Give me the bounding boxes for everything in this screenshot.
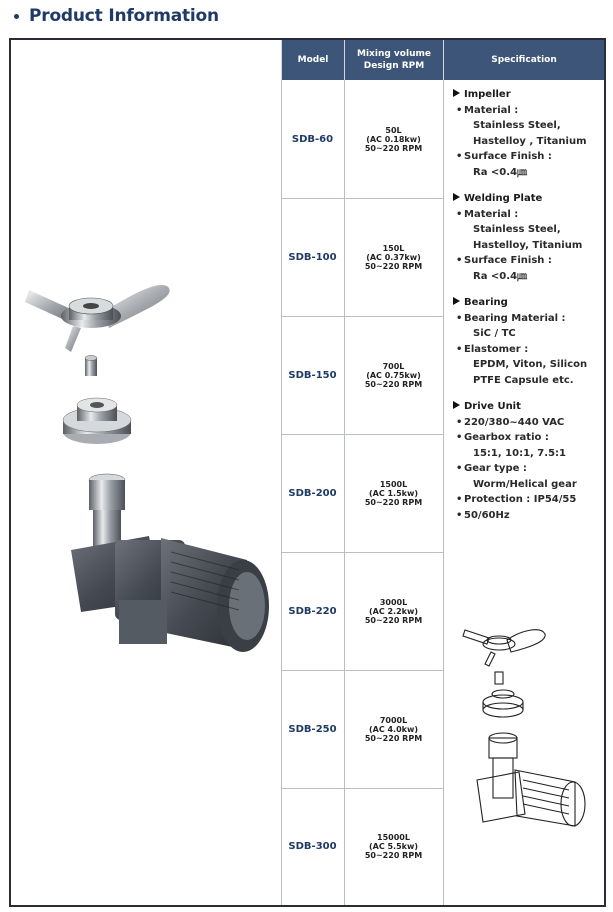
shaft-and-motor-part: [71, 474, 269, 652]
spec-impeller: [453, 87, 603, 180]
volume-text: 3000L: [379, 597, 408, 607]
power-text: (AC 0.18kw): [366, 134, 421, 144]
spec-bearing: [453, 295, 603, 388]
model-cell: SDB-250: [288, 723, 337, 735]
mixer-exploded-illustration: [11, 40, 281, 905]
spec-value: Worm/Helical gear: [473, 478, 577, 490]
spec-item: • Material :: [453, 207, 603, 223]
table-header: [281, 40, 604, 80]
spec-item: • Bearing Material :: [453, 311, 603, 327]
spec-item: • 220/380~440 VAC: [453, 415, 603, 431]
header-mixing-line2: Design RPM: [363, 61, 425, 71]
model-cell: SDB-150: [288, 369, 337, 381]
heading-text: Product Information: [29, 6, 219, 26]
spec-item: • Surface Finish :: [453, 253, 603, 269]
spec-value: SiC / TC: [473, 328, 516, 339]
product-table: [281, 40, 604, 905]
header-model: Model: [281, 40, 344, 80]
spec-title: Welding Plate: [464, 193, 543, 204]
divider: [443, 80, 444, 905]
spec-item: • Material :: [453, 103, 603, 119]
impeller-part: [25, 285, 170, 352]
triangle-right-icon: [453, 193, 460, 201]
product-frame: [9, 38, 606, 907]
spec-item: • Surface Finish :: [453, 149, 603, 165]
spec-title: Impeller: [464, 89, 511, 100]
spec-value: Stainless Steel,: [473, 224, 561, 235]
model-cell: SDB-300: [288, 841, 337, 852]
rpm-text: 50~220 RPM: [364, 851, 423, 860]
specification-list: [453, 87, 603, 534]
rpm-text: 50~220 RPM: [364, 143, 423, 153]
spec-welding-plate: [453, 191, 603, 284]
mixing-cell: [344, 670, 443, 788]
power-text: (AC 1.5kw): [368, 488, 419, 498]
volume-text: 150L: [382, 243, 405, 253]
triangle-right-icon: [453, 89, 460, 97]
mixing-cell: [344, 434, 443, 552]
model-cell: SDB-220: [288, 605, 337, 617]
volume-text: 15000L: [377, 833, 410, 842]
power-text: (AC 0.75kw): [366, 370, 421, 380]
header-mixing-volume: [344, 40, 443, 80]
header-mixing-line1: Mixing volume: [357, 49, 431, 59]
volume-text: 700L: [382, 361, 405, 371]
triangle-right-icon: [453, 297, 460, 305]
spec-value: Hastelloy, Titanium: [473, 239, 583, 251]
power-text: (AC 2.2kw): [368, 606, 419, 616]
spec-drive-unit: [453, 399, 603, 523]
mixing-cell: [344, 198, 443, 316]
rpm-text: 50~220 RPM: [364, 497, 423, 507]
rpm-text: 50~220 RPM: [364, 379, 423, 389]
model-cell: SDB-100: [288, 251, 337, 263]
spec-value: PTFE Capsule etc.: [473, 374, 574, 386]
mixing-cell: [344, 80, 443, 198]
rpm-text: 50~220 RPM: [364, 261, 423, 271]
triangle-right-icon: [453, 401, 460, 409]
spec-item: • Gear type :: [453, 461, 603, 477]
bearing-housing-part: [63, 398, 131, 444]
shaft-nut-part: [85, 356, 97, 377]
power-text: (AC 5.5kw): [368, 842, 419, 851]
spec-value: 15:1, 10:1, 7.5:1: [473, 447, 566, 459]
spec-value: Ra <0.4㎛: [473, 166, 528, 178]
rpm-text: 50~220 RPM: [364, 615, 423, 625]
bullet-icon: [14, 14, 19, 19]
volume-text: 7000L: [379, 715, 408, 725]
power-text: (AC 0.37kw): [366, 252, 421, 262]
mixer-line-drawing: [459, 620, 599, 830]
spec-item: • 50/60Hz: [453, 508, 603, 524]
header-specification: Specification: [443, 40, 604, 80]
spec-value: Stainless Steel,: [473, 120, 561, 131]
spec-value: Ra <0.4㎛: [473, 270, 528, 282]
model-cell: SDB-200: [288, 487, 337, 499]
volume-text: 50L: [385, 125, 402, 135]
spec-item: • Gearbox ratio :: [453, 430, 603, 446]
mixing-cell: [344, 552, 443, 670]
page-heading: [14, 4, 219, 28]
spec-title: Bearing: [464, 297, 508, 308]
spec-value: EPDM, Viton, Silicon: [473, 359, 588, 370]
mixing-cell: [344, 316, 443, 434]
mixing-cell: [344, 788, 443, 905]
mixer-exploded-drawing: [11, 40, 281, 905]
spec-title: Drive Unit: [464, 401, 521, 412]
spec-item: • Protection : IP54/55: [453, 492, 603, 508]
spec-value: Hastelloy , Titanium: [473, 135, 587, 147]
rpm-text: 50~220 RPM: [364, 733, 423, 743]
model-cell: SDB-60: [291, 133, 334, 145]
volume-text: 1500L: [379, 479, 408, 489]
power-text: (AC 4.0kw): [368, 724, 419, 734]
spec-item: • Elastomer :: [453, 342, 603, 358]
